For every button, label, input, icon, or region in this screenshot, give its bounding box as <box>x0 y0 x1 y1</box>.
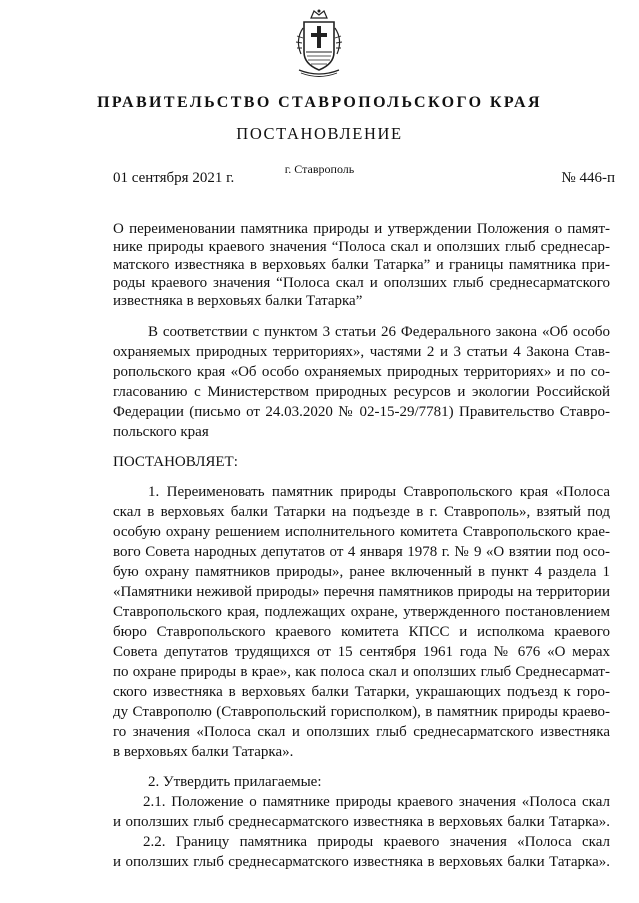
title-line: роды краевого значения “Полоса скал и оползших глыб среднесарматского <box>113 275 610 291</box>
preamble-line: гласованию с Министерством природных ресурсов и экологии Российской <box>113 384 610 400</box>
preamble-line: польского края <box>113 424 209 440</box>
item-1-line: Ставропольского края, подлежащих охране, утвержденного постановлением <box>113 604 610 620</box>
title-line: известняка в верховьях балки Татарка” <box>113 293 363 309</box>
document-number: № 446-п <box>561 170 615 186</box>
title-line: нике природы краевого значения “Полоса скал и оползших глыб среднесар- <box>113 239 610 255</box>
preamble-line: ропольского края «Об особо охраняемых природных территориях» и по со- <box>113 364 610 380</box>
item-1-line: 1. Переименовать памятник природы Ставропольского края «Полоса <box>148 484 610 500</box>
item-2-2-line: 2.2. Границу памятника природы краевого значения «Полоса скал <box>143 834 610 850</box>
title-line: О переименовании памятника природы и утверждении Положения о памят- <box>113 221 610 237</box>
item-1-line: в верховьях балки Татарка». <box>113 744 294 760</box>
resolves-heading: ПОСТАНОВЛЯЕТ: <box>113 454 238 470</box>
item-1-line: бую охрану памятников природы», ранее включенный в пункт 4 раздела 1 <box>113 564 610 580</box>
document-date: 01 сентября 2021 г. <box>113 170 235 186</box>
item-2-line: 2. Утвердить прилагаемые: <box>148 774 322 790</box>
organization-name: ПРАВИТЕЛЬСТВО СТАВРОПОЛЬСКОГО КРАЯ <box>97 94 542 111</box>
item-1-line: го значения «Полоса скал и оползших глыб среднесарматского известняка <box>113 724 610 740</box>
item-2-1-line: и оползших глыб среднесарматского известняка в верховьях балки Татарка». <box>113 814 610 830</box>
preamble-line: охраняемых природных территориях», частями 2 и 3 статьи 4 Закона Став- <box>113 344 610 360</box>
item-1-line: ду Ставрополю (Ставропольский горисполком), в памятник природы краево- <box>113 704 610 720</box>
preamble-line: В соответствии с пунктом 3 статьи 26 Федерального закона «Об особо <box>148 324 610 340</box>
item-1-line: бюро Ставропольского краевого комитета КПСС и исполкома краевого <box>113 624 610 640</box>
item-2-2-line: и оползших глыб среднесарматского известняка в верховьях балки Татарка». <box>113 854 610 870</box>
item-1-line: Совета депутатов трудящихся от 15 сентября 1961 года № 676 «О мерах <box>113 644 610 660</box>
stavropol-coat-of-arms-icon <box>289 8 349 80</box>
item-1-line: по охране природы в крае», как полоса скал и оползших глыб Среднесармат- <box>113 664 610 680</box>
document-city: г. Ставрополь <box>284 162 355 176</box>
item-2-1-line: 2.1. Положение о памятнике природы краевого значения «Полоса скал <box>143 794 610 810</box>
item-1-line: скал в верховьях балки Татарки на подъезде в г. Ставрополь», взятый под <box>113 504 610 520</box>
item-1-line: «Памятники неживой природы» перечня памятников природы на территории <box>113 584 610 600</box>
title-line: матского известняка в верховьях балки Татарка” и границы памятника при- <box>113 257 610 273</box>
item-1-line: особую охрану решением исполнительного комитета Ставропольского крае- <box>113 524 610 540</box>
preamble-line: Федерации (письмо от 24.03.2020 № 02-15-29/7781) Правительство Ставро- <box>113 404 610 420</box>
item-1-line: вого Совета народных депутатов от 4 января 1978 г. № 9 «О взятии под осо- <box>113 544 610 560</box>
item-1-line: ского известняка в верховьях балки Татарки, украшающих подъезд к горо- <box>113 684 610 700</box>
document-type: ПОСТАНОВЛЕНИЕ <box>236 124 403 143</box>
